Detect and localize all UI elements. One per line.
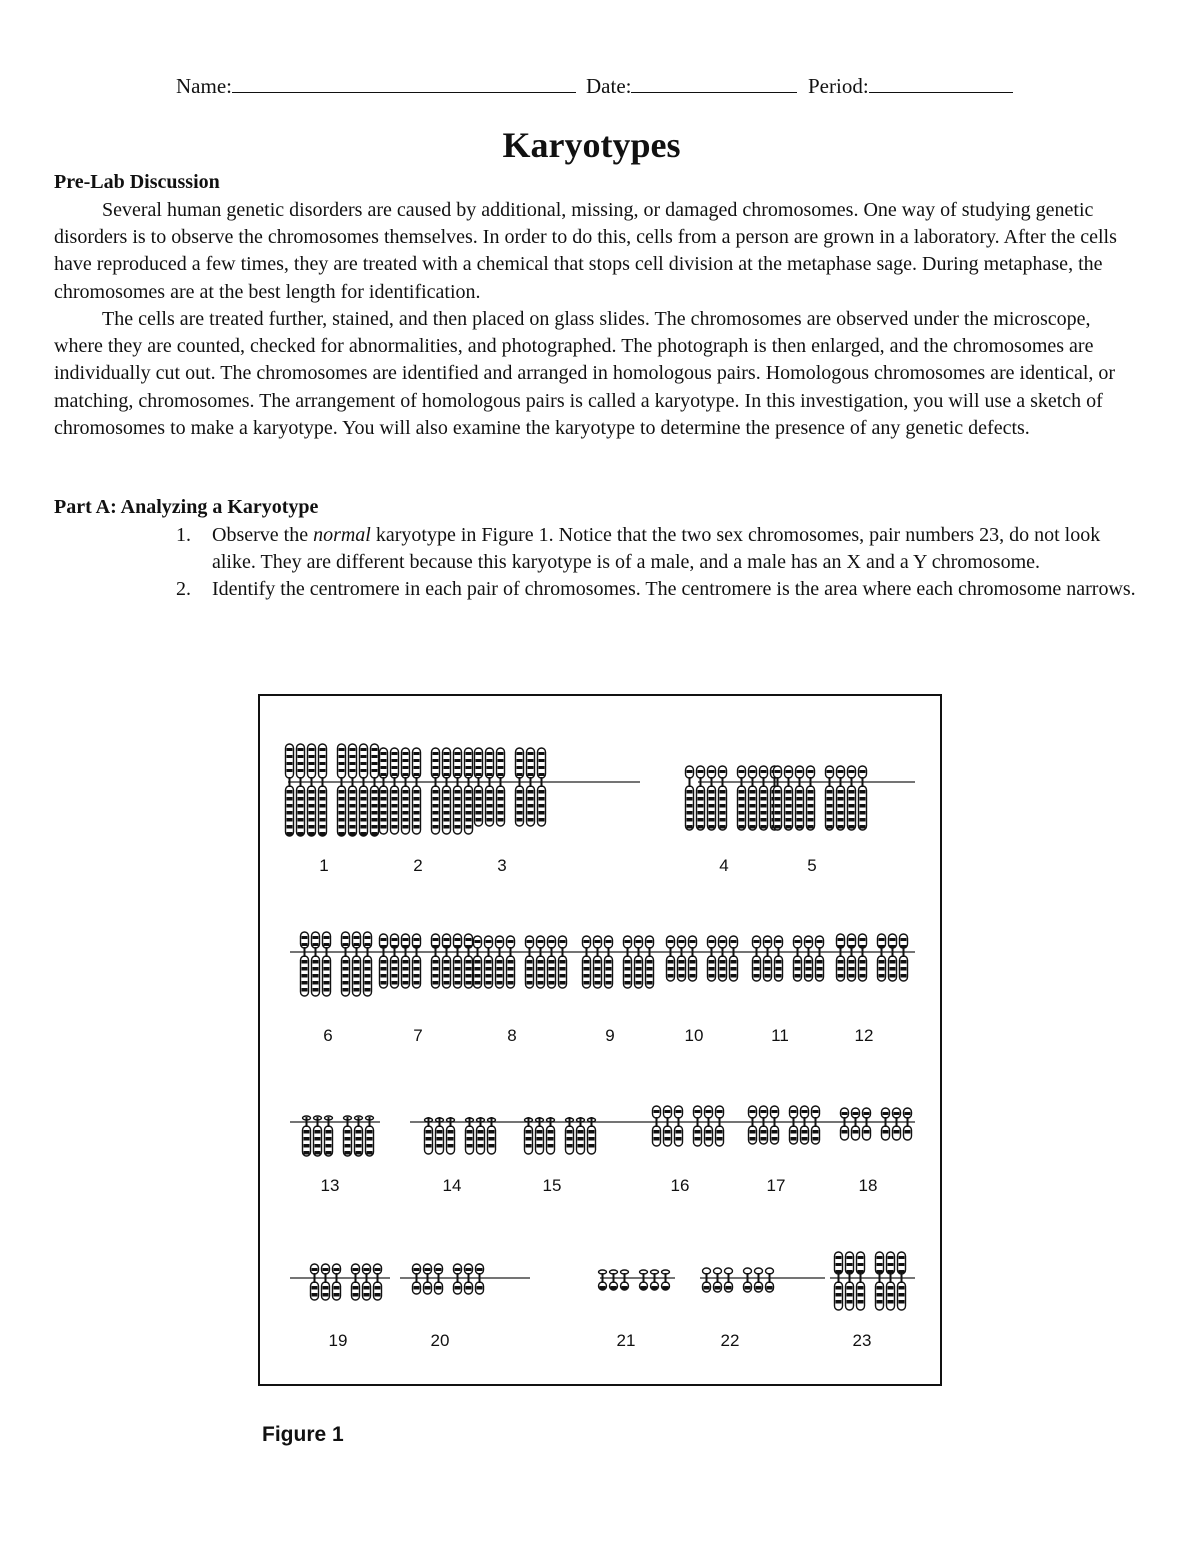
list-item-number: 1. [176, 524, 191, 546]
name-blank[interactable] [232, 72, 576, 93]
chromatid [559, 936, 567, 988]
chromatid [738, 766, 746, 830]
chromatid [686, 766, 694, 830]
list-item-emphasis: normal [313, 524, 371, 546]
chromatid [516, 748, 524, 826]
chromatid [454, 1264, 462, 1294]
prelab-paragraph-1 [54, 197, 1134, 306]
chromosome-pair-4 [686, 766, 781, 875]
chromosome-pair-22 [700, 1268, 825, 1350]
pair-number-label: 19 [328, 1331, 348, 1350]
chromatid [848, 934, 856, 981]
pair-number-label: 7 [413, 1026, 423, 1045]
chromatid [374, 1264, 382, 1300]
chromosome-pair-13 [290, 1116, 380, 1195]
chromatid [667, 936, 675, 981]
chromosome-pair-18 [840, 1108, 915, 1195]
chromatid [402, 748, 410, 834]
chromatid [835, 1252, 843, 1310]
chromatid [353, 932, 361, 996]
chromatid [766, 1268, 774, 1292]
chromatid [454, 748, 462, 834]
chromatid [380, 748, 388, 834]
chromatid [744, 1268, 752, 1292]
chromosome-pair-14 [410, 1117, 510, 1195]
pair-number-label: 13 [320, 1176, 340, 1195]
chromatid [474, 936, 482, 988]
chromatid [465, 748, 473, 834]
date-label: Date: [586, 74, 632, 98]
chromosome-pair-9 [580, 936, 660, 1045]
chromatid [749, 766, 757, 830]
chromatid [705, 1106, 713, 1146]
chromatid [605, 936, 613, 988]
chromatid [286, 744, 294, 836]
chromatid [322, 1264, 330, 1300]
chromatid [790, 1106, 798, 1144]
chromatid [775, 936, 783, 981]
chromatid [435, 1264, 443, 1294]
chromatid [764, 936, 772, 981]
chromosome-pair-23 [830, 1252, 915, 1350]
chromatid [760, 1106, 768, 1144]
chromatid [454, 934, 462, 988]
chromatid [486, 748, 494, 826]
chromatid [837, 934, 845, 981]
chromatid [774, 766, 782, 830]
pair-number-label: 15 [542, 1176, 562, 1195]
chromatid [323, 932, 331, 996]
karyotype-diagram [260, 696, 940, 1384]
chromatid [391, 934, 399, 988]
chromosome-pair-1 [286, 744, 381, 875]
chromatid [753, 936, 761, 981]
pair-number-label: 1 [319, 856, 329, 875]
chromatid [646, 936, 654, 988]
chromosome-pair-12 [830, 934, 915, 1045]
prelab-paragraph-2-text: The cells are treated further, stained, and then placed on glass slides. The chromosomes are observed under the microscope, where they are counted, checked for abnormalities, and photographed. The photograph is then enlarged, and the chromosomes are individually cut out. The chromosomes are identified and arranged in homologous pairs. Homologous chromosomes are identical, or matching, chromosomes. The arrangement of homologous pairs is called a karyotype. In this investigation, you will use a sketch of chromosomes to make a karyotype. You will also examine the karyotype to determine the presence of any genetic defects. [54, 308, 1116, 439]
chromatid [465, 934, 473, 988]
chromatid [507, 936, 515, 988]
chromatid [413, 1264, 421, 1294]
chromatid [443, 748, 451, 834]
pair-number-label: 10 [684, 1026, 704, 1045]
chromatid [697, 766, 705, 830]
chromatid [730, 936, 738, 981]
chromatid [610, 1270, 618, 1290]
chromatid [413, 748, 421, 834]
chromosome-pair-2 [380, 748, 486, 875]
list-item [176, 576, 1136, 603]
chromatid [476, 1264, 484, 1294]
chromatid [708, 936, 716, 981]
chromatid [664, 1106, 672, 1146]
chromatid [465, 1264, 473, 1294]
pair-number-label: 9 [605, 1026, 615, 1045]
chromatid [342, 932, 350, 996]
chromatid [859, 766, 867, 830]
chromatid [796, 766, 804, 830]
chromatid [898, 1252, 906, 1310]
chromatid [651, 1270, 659, 1290]
chromosome-pair-8 [474, 936, 581, 1045]
chromosome-pair-21 [599, 1270, 676, 1350]
pair-number-label: 2 [413, 856, 423, 875]
pair-number-label: 17 [766, 1176, 786, 1195]
name-label: Name: [176, 74, 232, 98]
chromatid [583, 936, 591, 988]
chromatid [887, 1252, 895, 1310]
chromatid [694, 1106, 702, 1146]
pair-number-label: 5 [807, 856, 817, 875]
chromatid [640, 1270, 648, 1290]
chromatid [297, 744, 305, 836]
chromosome-pair-5 [774, 766, 916, 875]
chromosome-pair-3 [475, 748, 641, 875]
chromatid [889, 934, 897, 981]
student-info-line [176, 72, 1036, 102]
pair-number-label: 21 [616, 1331, 636, 1350]
chromosome-pair-7 [380, 934, 481, 1045]
chromatid [364, 932, 372, 996]
chromatid [526, 936, 534, 988]
chromatid [714, 1268, 722, 1292]
chromatid [391, 748, 399, 834]
chromatid [624, 936, 632, 988]
chromatid [812, 1106, 820, 1144]
chromatid [807, 766, 815, 830]
pair-number-label: 6 [323, 1026, 333, 1045]
chromatid [841, 1108, 849, 1140]
chromatid [816, 936, 824, 981]
chromosome-pair-6 [290, 932, 380, 1045]
chromatid [443, 934, 451, 988]
list-item-text-pre: Observe the [212, 524, 314, 546]
chromatid [424, 1264, 432, 1294]
page-title: Karyotypes [502, 125, 681, 165]
pair-number-label: 11 [771, 1026, 789, 1045]
chromatid [771, 1106, 779, 1144]
chromatid [360, 744, 368, 836]
karyotype-figure [258, 694, 942, 1386]
part-a-list [176, 522, 1136, 604]
chromatid [749, 1106, 757, 1144]
chromatid [859, 934, 867, 981]
chromatid [653, 1106, 661, 1146]
chromatid [594, 936, 602, 988]
list-item-number: 2. [176, 578, 191, 601]
chromatid [312, 932, 320, 996]
pair-number-label: 22 [720, 1331, 740, 1350]
chromatid [852, 1108, 860, 1140]
chromatid [846, 1252, 854, 1310]
chromatid [678, 936, 686, 981]
chromatid [708, 766, 716, 830]
chromatid [719, 766, 727, 830]
chromatid [527, 748, 535, 826]
chromatid [333, 1264, 341, 1300]
chromatid [863, 1108, 871, 1140]
chromatid [413, 934, 421, 988]
chromosome-pair-19 [290, 1264, 390, 1350]
chromatid [349, 744, 357, 836]
chromatid [301, 932, 309, 996]
chromatid [402, 934, 410, 988]
chromatid [689, 936, 697, 981]
chromatid [538, 748, 546, 826]
chromatid [755, 1268, 763, 1292]
name-field[interactable] [176, 72, 576, 99]
pair-number-label: 20 [430, 1331, 450, 1350]
period-label: Period: [808, 74, 869, 98]
chromatid [785, 766, 793, 830]
chromatid [496, 936, 504, 988]
chromatid [599, 1270, 607, 1290]
pair-number-label: 18 [858, 1176, 878, 1195]
chromatid [904, 1108, 912, 1140]
chromatid [882, 1108, 890, 1140]
chromatid [801, 1106, 809, 1144]
chromatid [794, 936, 802, 981]
chromatid [878, 934, 886, 981]
date-field[interactable] [586, 72, 797, 99]
prelab-heading: Pre-Lab Discussion [54, 171, 220, 193]
chromatid [876, 1252, 884, 1310]
chromatid [432, 934, 440, 988]
chromatid [675, 1106, 683, 1146]
chromatid [662, 1270, 670, 1290]
chromatid [371, 744, 379, 836]
chromatid [837, 766, 845, 830]
chromatid [308, 744, 316, 836]
chromatid [497, 748, 505, 826]
chromosome-pair-17 [730, 1106, 840, 1195]
list-item-text-post: karyotype in Figure 1. Notice that the two sex chromosomes, pair numbers 23, do not look alike. They are different because this karyotype is of a male, and a male has an X and a Y chromosome. [212, 524, 1101, 574]
chromosome-pair-16 [653, 1106, 731, 1195]
pair-number-label: 16 [670, 1176, 690, 1195]
prelab-paragraph-2 [54, 306, 1134, 442]
list-item-text: Identify the centromere in each pair of chromosomes. The centromere is the area where each chromosome narrows. [212, 578, 1136, 601]
pair-number-label: 14 [442, 1176, 462, 1195]
chromosome-pair-11 [750, 936, 830, 1045]
chromatid [319, 744, 327, 836]
chromatid [719, 936, 727, 981]
chromatid [537, 936, 545, 988]
chromatid [725, 1268, 733, 1292]
chromatid [380, 934, 388, 988]
chromatid [548, 936, 556, 988]
chromatid [716, 1106, 724, 1146]
list-item [176, 522, 1136, 576]
part-a-heading: Part A: Analyzing a Karyotype [54, 496, 319, 518]
chromatid [760, 766, 768, 830]
chromatid [635, 936, 643, 988]
pair-number-label: 12 [854, 1026, 874, 1045]
chromatid [893, 1108, 901, 1140]
chromosome-pair-15 [510, 1117, 660, 1195]
chromatid [900, 934, 908, 981]
prelab-paragraph-1-text: Several human genetic disorders are caused by additional, missing, or damaged chromosomes. One way of studying genetic disorders is to observe the chromosomes themselves. In order to do this, cells from a person are grown in a laboratory. After the cells have reproduced a few times, they are treated with a chemical that stops cell division at the metaphase sage. During metaphase, the chromosomes are at the best length for identification. [54, 199, 1117, 303]
chromatid [485, 936, 493, 988]
pair-number-label: 4 [719, 856, 729, 875]
chromatid [848, 766, 856, 830]
period-blank[interactable] [869, 72, 1013, 93]
chromatid [352, 1264, 360, 1300]
figure-caption: Figure 1 [262, 1423, 344, 1446]
date-blank[interactable] [631, 72, 797, 93]
chromatid [311, 1264, 319, 1300]
chromatid [621, 1270, 629, 1290]
chromatid [826, 766, 834, 830]
chromatid [805, 936, 813, 981]
chromatid [432, 748, 440, 834]
chromatid [338, 744, 346, 836]
chromosome-pair-20 [400, 1264, 530, 1350]
chromatid [475, 748, 483, 826]
pair-number-label: 23 [852, 1331, 872, 1350]
chromosome-pair-10 [660, 936, 750, 1045]
chromatid [363, 1264, 371, 1300]
pair-number-label: 3 [497, 856, 507, 875]
chromatid [703, 1268, 711, 1292]
pair-number-label: 8 [507, 1026, 517, 1045]
period-field[interactable] [808, 72, 1013, 99]
chromatid [857, 1252, 865, 1310]
